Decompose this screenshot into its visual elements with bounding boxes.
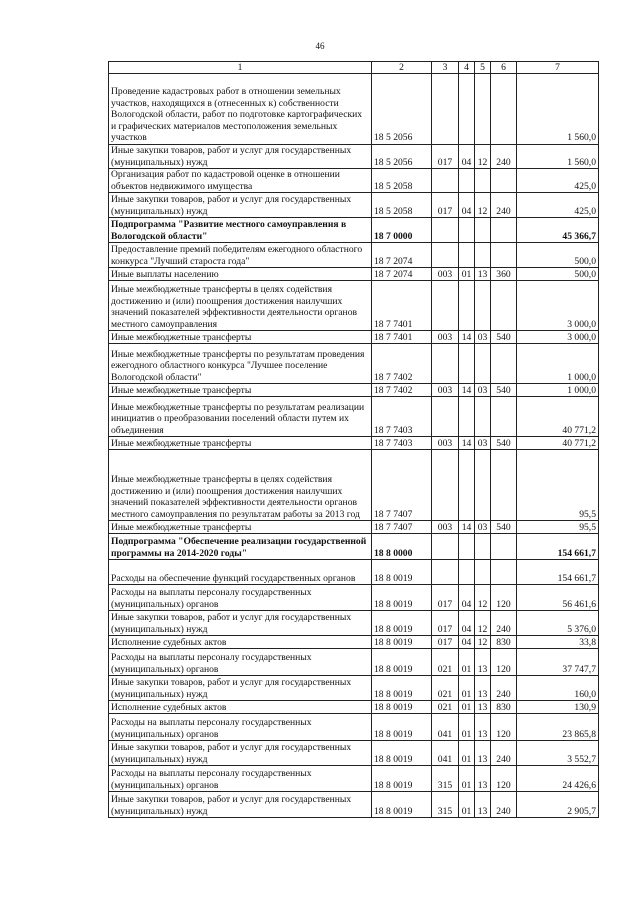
subsection-code-cell — [475, 218, 491, 243]
grbs-code-cell: 003 — [432, 437, 459, 450]
grbs-code-cell: 003 — [432, 268, 459, 281]
amount-cell: 1 000,0 — [517, 344, 599, 384]
target-code-cell: 18 8 0019 — [372, 560, 432, 585]
expense-type-code-cell — [491, 534, 517, 560]
grbs-code-cell: 041 — [432, 714, 459, 741]
target-code-cell: 18 7 2074 — [372, 243, 432, 268]
amount-cell: 425,0 — [517, 193, 599, 218]
grbs-code-cell: 003 — [432, 384, 459, 397]
subsection-code-cell: 13 — [475, 714, 491, 741]
table-row — [109, 193, 599, 218]
table-row — [109, 534, 599, 560]
table-row — [109, 145, 599, 169]
item-name-cell: Подпрограмма "Развитие местного самоуправления в Вологодской области" — [109, 218, 372, 243]
subsection-code-cell — [475, 560, 491, 585]
target-code-cell: 18 8 0019 — [372, 766, 432, 792]
target-code-cell: 18 8 0019 — [372, 792, 432, 818]
subsection-code-cell: 13 — [475, 766, 491, 792]
amount-cell: 130,9 — [517, 701, 599, 714]
section-code-cell — [459, 344, 475, 384]
subsection-code-cell: 12 — [475, 585, 491, 611]
grbs-code-cell: 041 — [432, 741, 459, 766]
page-number: 46 — [315, 41, 325, 51]
item-name-cell: Иные межбюджетные трансферты — [109, 331, 372, 344]
expense-type-code-cell — [491, 344, 517, 384]
grbs-code-cell — [432, 281, 459, 331]
table-row — [109, 450, 599, 521]
expense-type-code-cell: 540 — [491, 437, 517, 450]
item-name-cell: Иные межбюджетные трансферты — [109, 521, 372, 534]
item-name-cell: Иные межбюджетные трансферты в целях содействия достижению и (или) поощрения достижения наилучших значений показателей эффективности деятельности органов местного самоуправления — [109, 281, 372, 331]
column-header: 4 — [459, 62, 475, 74]
item-name-cell: Иные межбюджетные трансферты — [109, 437, 372, 450]
expense-type-code-cell: 120 — [491, 766, 517, 792]
table-row — [109, 649, 599, 676]
grbs-code-cell: 017 — [432, 145, 459, 169]
section-code-cell: 04 — [459, 611, 475, 636]
grbs-code-cell: 017 — [432, 636, 459, 649]
item-name-cell: Исполнение судебных актов — [109, 701, 372, 714]
grbs-code-cell — [432, 243, 459, 268]
column-header: 7 — [517, 62, 599, 74]
amount-cell: 40 771,2 — [517, 437, 599, 450]
table-row — [109, 521, 599, 534]
column-header: 5 — [475, 62, 491, 74]
table-row — [109, 268, 599, 281]
expense-type-code-cell: 240 — [491, 611, 517, 636]
target-code-cell: 18 7 7403 — [372, 437, 432, 450]
expense-type-code-cell: 240 — [491, 792, 517, 818]
target-code-cell: 18 8 0019 — [372, 741, 432, 766]
amount-cell: 1 560,0 — [517, 145, 599, 169]
expense-type-code-cell — [491, 218, 517, 243]
section-code-cell: 14 — [459, 437, 475, 450]
target-code-cell: 18 8 0019 — [372, 611, 432, 636]
expense-type-code-cell — [491, 74, 517, 145]
target-code-cell: 18 7 7402 — [372, 384, 432, 397]
expense-type-code-cell — [491, 169, 517, 193]
table-row — [109, 437, 599, 450]
subsection-code-cell: 03 — [475, 521, 491, 534]
expense-type-code-cell: 120 — [491, 714, 517, 741]
subsection-code-cell — [475, 450, 491, 521]
target-code-cell: 18 7 7407 — [372, 521, 432, 534]
amount-cell: 154 661,7 — [517, 534, 599, 560]
expense-type-code-cell: 240 — [491, 676, 517, 701]
subsection-code-cell — [475, 243, 491, 268]
table-row — [109, 585, 599, 611]
subsection-code-cell — [475, 169, 491, 193]
target-code-cell: 18 7 7403 — [372, 397, 432, 437]
target-code-cell: 18 8 0000 — [372, 534, 432, 560]
section-code-cell: 01 — [459, 676, 475, 701]
item-name-cell: Исполнение судебных актов — [109, 636, 372, 649]
section-code-cell: 04 — [459, 193, 475, 218]
expense-type-code-cell: 360 — [491, 268, 517, 281]
expense-type-code-cell: 120 — [491, 649, 517, 676]
target-code-cell: 18 8 0019 — [372, 585, 432, 611]
item-name-cell: Иные закупки товаров, работ и услуг для государственных (муниципальных) нужд — [109, 193, 372, 218]
amount-cell: 154 661,7 — [517, 560, 599, 585]
amount-cell: 3 000,0 — [517, 281, 599, 331]
amount-cell: 37 747,7 — [517, 649, 599, 676]
target-code-cell: 18 8 0019 — [372, 676, 432, 701]
item-name-cell: Расходы на выплаты персоналу государственных (муниципальных) органов — [109, 766, 372, 792]
expense-type-code-cell — [491, 243, 517, 268]
grbs-code-cell: 315 — [432, 766, 459, 792]
amount-cell: 3 000,0 — [517, 331, 599, 344]
table-row — [109, 74, 599, 145]
target-code-cell: 18 8 0019 — [372, 714, 432, 741]
table-row — [109, 397, 599, 437]
item-name-cell: Иные выплаты населению — [109, 268, 372, 281]
expense-type-code-cell — [491, 560, 517, 585]
subsection-code-cell: 03 — [475, 331, 491, 344]
subsection-code-cell: 12 — [475, 145, 491, 169]
expense-type-code-cell: 120 — [491, 585, 517, 611]
subsection-code-cell — [475, 74, 491, 145]
amount-cell: 95,5 — [517, 450, 599, 521]
target-code-cell: 18 7 7401 — [372, 281, 432, 331]
section-code-cell: 01 — [459, 792, 475, 818]
grbs-code-cell — [432, 397, 459, 437]
grbs-code-cell — [432, 344, 459, 384]
table-row — [109, 636, 599, 649]
item-name-cell: Расходы на выплаты персоналу государственных (муниципальных) органов — [109, 714, 372, 741]
amount-cell: 45 366,7 — [517, 218, 599, 243]
target-code-cell: 18 5 2056 — [372, 74, 432, 145]
amount-cell: 23 865,8 — [517, 714, 599, 741]
amount-cell: 425,0 — [517, 169, 599, 193]
grbs-code-cell: 003 — [432, 331, 459, 344]
expense-type-code-cell: 540 — [491, 331, 517, 344]
section-code-cell: 04 — [459, 145, 475, 169]
table-row — [109, 701, 599, 714]
column-header: 2 — [372, 62, 432, 74]
section-code-cell: 14 — [459, 331, 475, 344]
expense-type-code-cell: 830 — [491, 636, 517, 649]
expense-type-code-cell — [491, 397, 517, 437]
target-code-cell: 18 7 7401 — [372, 331, 432, 344]
grbs-code-cell — [432, 560, 459, 585]
target-code-cell: 18 5 2058 — [372, 193, 432, 218]
target-code-cell: 18 7 0000 — [372, 218, 432, 243]
table-row — [109, 766, 599, 792]
column-header: 3 — [432, 62, 459, 74]
table-row — [109, 331, 599, 344]
amount-cell: 33,8 — [517, 636, 599, 649]
subsection-code-cell: 12 — [475, 193, 491, 218]
grbs-code-cell: 021 — [432, 649, 459, 676]
section-code-cell — [459, 243, 475, 268]
item-name-cell: Иные межбюджетные трансферты в целях содействия достижению и (или) поощрения достижения наилучших значений показателей эффективности деятельности органов местного самоуправления по результатам работы за 2013 год — [109, 450, 372, 521]
item-name-cell: Иные закупки товаров, работ и услуг для государственных (муниципальных) нужд — [109, 145, 372, 169]
subsection-code-cell: 03 — [475, 437, 491, 450]
target-code-cell: 18 5 2056 — [372, 145, 432, 169]
subsection-code-cell: 13 — [475, 676, 491, 701]
subsection-code-cell: 03 — [475, 384, 491, 397]
table-row — [109, 281, 599, 331]
subsection-code-cell — [475, 397, 491, 437]
section-code-cell: 14 — [459, 384, 475, 397]
table-row — [109, 218, 599, 243]
grbs-code-cell: 003 — [432, 521, 459, 534]
expense-type-code-cell: 240 — [491, 145, 517, 169]
section-code-cell: 01 — [459, 766, 475, 792]
item-name-cell: Расходы на выплаты персоналу государственных (муниципальных) органов — [109, 585, 372, 611]
table-row — [109, 792, 599, 818]
expense-type-code-cell: 830 — [491, 701, 517, 714]
expense-type-code-cell: 540 — [491, 521, 517, 534]
expense-type-code-cell: 540 — [491, 384, 517, 397]
expense-type-code-cell: 240 — [491, 193, 517, 218]
item-name-cell: Иные межбюджетные трансферты по результатам реализации инициатив о преобразовании поселений области путем их объединения — [109, 397, 372, 437]
amount-cell: 2 905,7 — [517, 792, 599, 818]
item-name-cell: Расходы на обеспечение функций государственных органов — [109, 560, 372, 585]
grbs-code-cell: 021 — [432, 701, 459, 714]
amount-cell: 56 461,6 — [517, 585, 599, 611]
item-name-cell: Иные закупки товаров, работ и услуг для государственных (муниципальных) нужд — [109, 676, 372, 701]
target-code-cell: 18 5 2058 — [372, 169, 432, 193]
item-name-cell: Организация работ по кадастровой оценке в отношении объектов недвижимого имущества — [109, 169, 372, 193]
section-code-cell: 01 — [459, 714, 475, 741]
budget-table — [108, 61, 599, 818]
amount-cell: 1 000,0 — [517, 384, 599, 397]
table-row — [109, 169, 599, 193]
table-body — [109, 74, 599, 818]
target-code-cell: 18 7 7402 — [372, 344, 432, 384]
section-code-cell — [459, 450, 475, 521]
item-name-cell: Подпрограмма "Обеспечение реализации государственной программы на 2014-2020 годы" — [109, 534, 372, 560]
grbs-code-cell — [432, 74, 459, 145]
subsection-code-cell: 13 — [475, 268, 491, 281]
expense-type-code-cell — [491, 281, 517, 331]
amount-cell: 3 552,7 — [517, 741, 599, 766]
amount-cell: 40 771,2 — [517, 397, 599, 437]
column-header: 6 — [491, 62, 517, 74]
table-row — [109, 344, 599, 384]
amount-cell: 5 376,0 — [517, 611, 599, 636]
grbs-code-cell — [432, 169, 459, 193]
item-name-cell: Расходы на выплаты персоналу государственных (муниципальных) органов — [109, 649, 372, 676]
grbs-code-cell: 021 — [432, 676, 459, 701]
section-code-cell — [459, 218, 475, 243]
item-name-cell: Предоставление премий победителям ежегодного областного конкурса "Лучший староста года" — [109, 243, 372, 268]
grbs-code-cell: 315 — [432, 792, 459, 818]
grbs-code-cell — [432, 450, 459, 521]
grbs-code-cell: 017 — [432, 585, 459, 611]
subsection-code-cell: 13 — [475, 649, 491, 676]
item-name-cell: Проведение кадастровых работ в отношении земельных участков, находящихся в (отнесенных к) собственности Вологодской области, работ по подготовке картографических и графических материалов местоположения земельных участков — [109, 74, 372, 145]
column-header: 1 — [109, 62, 372, 74]
item-name-cell: Иные закупки товаров, работ и услуг для государственных (муниципальных) нужд — [109, 792, 372, 818]
expense-type-code-cell: 240 — [491, 741, 517, 766]
grbs-code-cell: 017 — [432, 611, 459, 636]
grbs-code-cell — [432, 218, 459, 243]
target-code-cell: 18 7 2074 — [372, 268, 432, 281]
amount-cell: 24 426,6 — [517, 766, 599, 792]
amount-cell: 95,5 — [517, 521, 599, 534]
table-row — [109, 714, 599, 741]
item-name-cell: Иные закупки товаров, работ и услуг для государственных (муниципальных) нужд — [109, 741, 372, 766]
subsection-code-cell: 13 — [475, 701, 491, 714]
amount-cell: 500,0 — [517, 268, 599, 281]
item-name-cell: Иные межбюджетные трансферты — [109, 384, 372, 397]
table-row — [109, 676, 599, 701]
subsection-code-cell: 12 — [475, 636, 491, 649]
table-row — [109, 741, 599, 766]
item-name-cell: Иные межбюджетные трансферты по результатам проведения ежегодного областного конкурса "Лучшее поселение Вологодской области" — [109, 344, 372, 384]
item-name-cell: Иные закупки товаров, работ и услуг для государственных (муниципальных) нужд — [109, 611, 372, 636]
subsection-code-cell — [475, 281, 491, 331]
table-row — [109, 384, 599, 397]
section-code-cell: 01 — [459, 649, 475, 676]
target-code-cell: 18 8 0019 — [372, 649, 432, 676]
subsection-code-cell — [475, 344, 491, 384]
grbs-code-cell — [432, 534, 459, 560]
section-code-cell: 01 — [459, 701, 475, 714]
section-code-cell: 14 — [459, 521, 475, 534]
subsection-code-cell: 12 — [475, 611, 491, 636]
amount-cell: 500,0 — [517, 243, 599, 268]
section-code-cell — [459, 560, 475, 585]
header-row — [109, 62, 599, 74]
amount-cell: 1 560,0 — [517, 74, 599, 145]
section-code-cell — [459, 534, 475, 560]
table-row — [109, 611, 599, 636]
section-code-cell: 04 — [459, 585, 475, 611]
section-code-cell: 01 — [459, 741, 475, 766]
section-code-cell: 04 — [459, 636, 475, 649]
section-code-cell — [459, 169, 475, 193]
amount-cell: 160,0 — [517, 676, 599, 701]
table-row — [109, 560, 599, 585]
subsection-code-cell: 13 — [475, 741, 491, 766]
target-code-cell: 18 8 0019 — [372, 701, 432, 714]
subsection-code-cell — [475, 534, 491, 560]
section-code-cell — [459, 281, 475, 331]
table-row — [109, 243, 599, 268]
target-code-cell: 18 7 7407 — [372, 450, 432, 521]
section-code-cell — [459, 397, 475, 437]
target-code-cell: 18 8 0019 — [372, 636, 432, 649]
grbs-code-cell: 017 — [432, 193, 459, 218]
expense-type-code-cell — [491, 450, 517, 521]
section-code-cell — [459, 74, 475, 145]
section-code-cell: 01 — [459, 268, 475, 281]
subsection-code-cell: 13 — [475, 792, 491, 818]
